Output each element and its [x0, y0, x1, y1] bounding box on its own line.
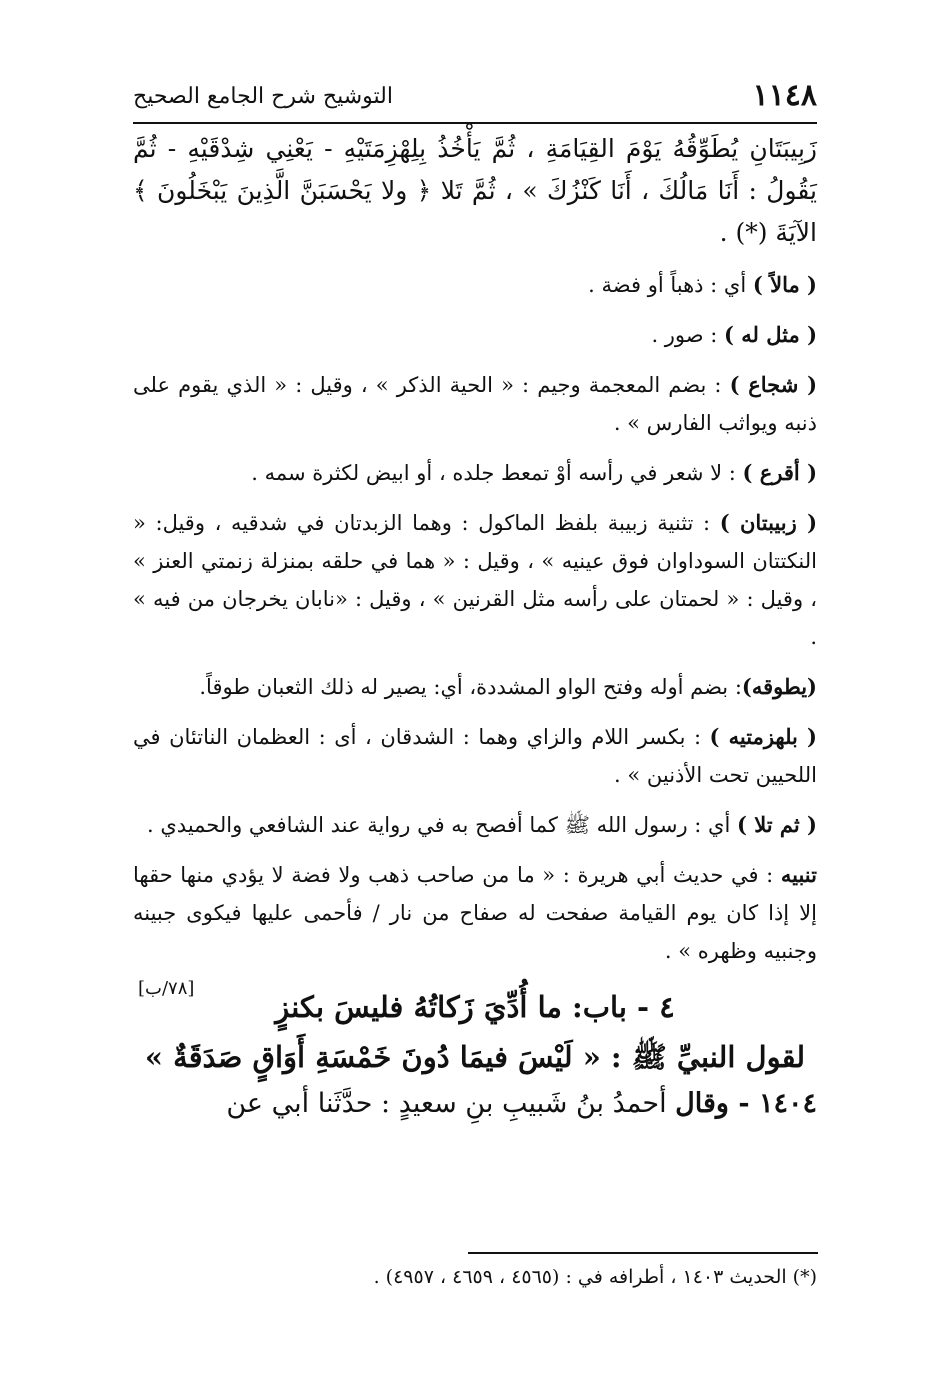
gloss-entry [133, 316, 817, 354]
gloss-text: : لا شعر في رأسه أوْ تمعط جلده ، أو ابيض لكثرة سمه . [251, 461, 743, 485]
gloss-term: ( بلهزمتيه ) [709, 724, 817, 749]
chapter-heading: ٤ - باب: ما أُدِّيَ زَكاتُهُ فليسَ بكنزٍ [275, 990, 675, 1024]
page-number: ١١٤٨ [752, 78, 817, 113]
gloss-term: ( مالاً ) [752, 272, 817, 297]
chapter-subheading: لقول النبيِّ ﷺ : « لَيْسَ فيمَا دُونَ خَمْسَةِ أَوَاقٍ صَدَقَةٌ » [144, 1040, 806, 1074]
gloss-term: ( أقرع ) [742, 460, 817, 485]
gloss-entry [133, 454, 817, 492]
gloss-text: أي : رسول الله ﷺ كما أفصح به في رواية عند الشافعي والحميدي . [147, 813, 737, 837]
gloss-term: (يطوقه) [741, 674, 817, 699]
gloss-entry [133, 504, 817, 656]
gloss-term: ( ثم تلا ) [736, 812, 817, 837]
running-title: التوشيح شرح الجامع الصحيح [133, 84, 393, 109]
gloss-entry [133, 806, 817, 844]
page-body [133, 128, 817, 1126]
gloss-term: ( زبيبتان ) [719, 510, 818, 535]
gloss-text: : بضم المعجمة وجيم : « الحية الذكر » ، وقيل : « الذي يقوم على ذنبه ويواثب الفارس » . [133, 373, 817, 435]
hadith-intro: وقال [675, 1088, 729, 1119]
page-header [133, 78, 817, 124]
tanbih-note [133, 856, 817, 970]
gloss-entry [133, 718, 817, 794]
gloss-term: تنبيه [780, 862, 817, 887]
footnote: (*) الحديث ١٤٠٣ ، أطرافه في : (٤٥٦٥ ، ٤٦٥٩ ، ٤٩٥٧) . [373, 1266, 817, 1288]
gloss-entry [133, 266, 817, 304]
hadith-continuation: زَبِيبَتَانِ يُطَوِّقُهُ يَوْمَ القِيَامَةِ ، ثُمَّ يَأْخُذُ بِلِهْزِمَتَيْهِ - يَعْنِي شِدْقَيْهِ - ثُمَّ يَقُولُ : أَنَا مَالُكَ ، أَنَا كَنْزُكَ » ، ثُمَّ تَلا ﴿ ولا يَحْسَبَنَّ الَّذِينَ يَبْخَلُونَ ﴾ الآيَةَ (*) . [133, 134, 817, 247]
gloss-text: : في حديث أبي هريرة : « ما من صاحب ذهب ولا فضة لا يؤدي منها حقها إلا إذا كان يوم القيامة صفحت له صفاح من نار / فأحمى عليها فيكوى جبينه وجنبيه وظهره » . [133, 863, 817, 963]
hadith-number: ١٤٠٤ [758, 1088, 817, 1119]
gloss-entry [133, 366, 817, 442]
hadith-text: أحمدُ بنُ شَبيبِ بنِ سعيدٍ : حدَّثَنا أبي عن [226, 1088, 676, 1119]
gloss-text: أي : ذهباً أو فضة . [588, 273, 753, 297]
gloss-term: ( مثل له ) [724, 322, 817, 347]
gloss-entry [133, 668, 817, 706]
chapter-block [133, 982, 817, 1082]
gloss-text: : صور . [651, 323, 725, 347]
gloss-text: : بضم أوله وفتح الواو المشددة، أي: يصير له ذلك الثعبان طوقاً. [199, 675, 742, 699]
gloss-text: : تثنية زبيبة بلفظ الماكول : وهما الزبدتان في شدقيه ، وقيل: « النكتتان السوداوان فوق عينيه » ، وقيل : « هما في حلقه بمنزلة زنمتي العنز » ، وقيل : « لحمتان على رأسه مثل القرنين » ، وقيل : «نابان يخرجان من فيه » . [133, 511, 817, 649]
gloss-text: : بكسر اللام والزاي وهما : الشدقان ، أى : العظمان الناتئان في اللحيين تحت الأذنين » . [133, 725, 817, 787]
manuscript-folio-marker: [٧٨/ب] [138, 978, 195, 999]
gloss-term: ( شجاع ) [729, 372, 818, 397]
hadith-start: ١٤٠٤ - وقال أحمدُ بنُ شَبيبِ بنِ سعيدٍ : حدَّثَنا أبي عن [226, 1088, 817, 1119]
footnote-divider [468, 1252, 818, 1254]
